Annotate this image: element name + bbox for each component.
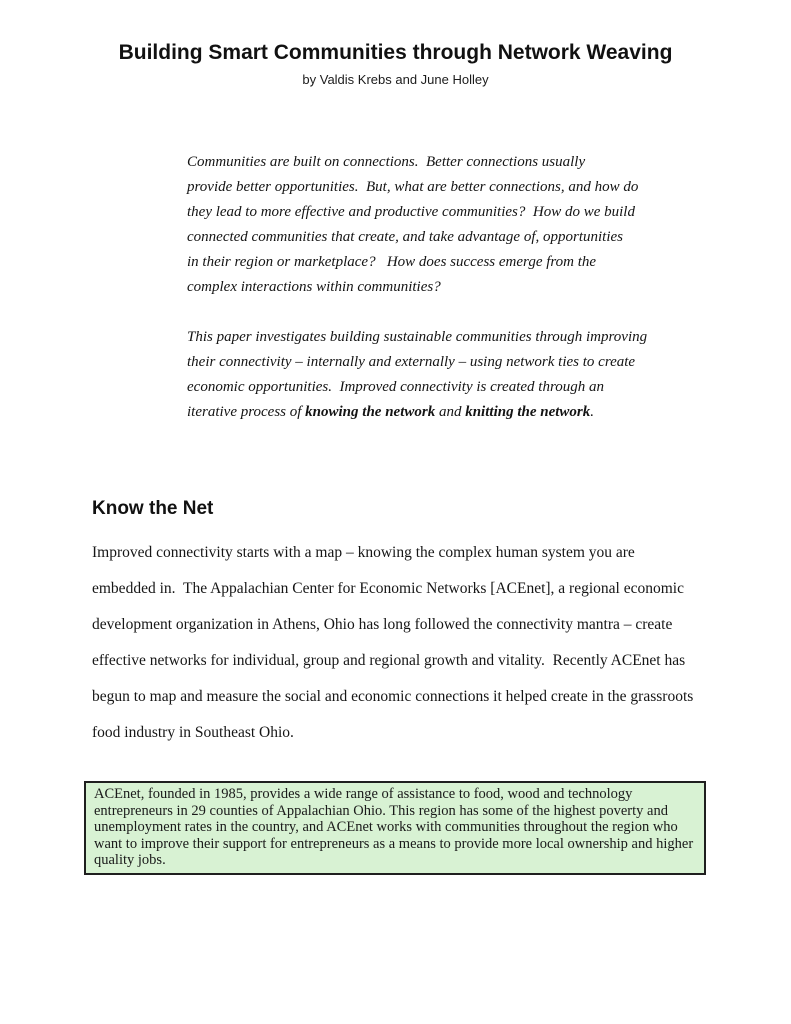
abstract-block (187, 150, 677, 425)
byline: by Valdis Krebs and June Holley (302, 72, 489, 87)
section-heading-know-the-net: Know the Net (92, 498, 214, 519)
abstract-paragraph-1: Communities are built on connections. Better connections usually provide better opportunities. But, what are better connections, and how do they lead to more effective and productive communities? How do we build connected communities that create, and take advantage of, opportunities in their region or marketplace? How does success emerge from the complex interactions within communities? (187, 154, 639, 295)
abstract-paragraph-2-lines: This paper investigates building sustainable communities through improving their connectivity – internally and externally – using network ties to create economic opportunities. Improved connectivity is created through an (187, 329, 648, 395)
last-line-mid: and (435, 404, 466, 420)
emphasis-knowing-the-network: knowing the network (305, 404, 436, 420)
emphasis-knitting-the-network: knitting the network (465, 404, 591, 420)
acenet-callout-box: ACEnet, founded in 1985, provides a wide range of assistance to food, wood and technology entrepreneurs in 29 counties of Appalachian Ohio. This region has some of the highest poverty and unemployment rates in the country, and ACEnet works with communities throughout the region who want to improve their support for entrepreneurs as a means to provide more local ownership and higher quality jobs. (84, 781, 706, 875)
section-body-paragraph: Improved connectivity starts with a map – knowing the complex human system you are embedded in. The Appalachian Center for Economic Networks [ACEnet], a regional economic development organization in Athens, Ohio has long followed the connectivity mantra – create effective networks for individual, group and regional growth and vitality. Recently ACEnet has begun to map and measure the social and economic connections it helped create in the grassroots food industry in Southeast Ohio. (92, 544, 694, 741)
abstract-paragraph-2-last-line (187, 400, 677, 425)
last-line-pre: iterative process of (187, 404, 306, 420)
last-line-post: . (590, 404, 595, 420)
page-title: Building Smart Communities through Network Weaving (118, 41, 673, 64)
abstract-paragraph-2 (187, 325, 677, 425)
